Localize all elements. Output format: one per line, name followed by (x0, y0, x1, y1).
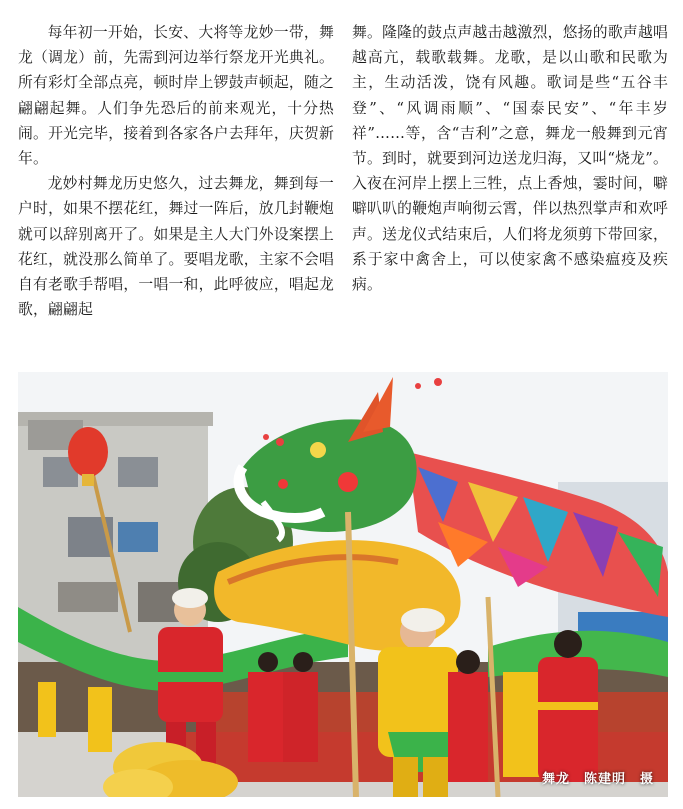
caption-title: 舞龙 (541, 772, 570, 787)
photo-caption (542, 768, 654, 787)
article-column-left (18, 20, 334, 322)
article-column-right (352, 20, 668, 322)
paragraph: 龙妙村舞龙历史悠久，过去舞龙，舞到每一户时，如果不摆花红，舞过一阵后，放几封鞭炮就可以辞别离开了。如果是主人大门外设案摆上花红，就没那么简单了。要唱龙歌，主家不会唱自有老歌手帮唱，一唱一和，此呼彼应，唱起龙歌，翩翩起 (18, 175, 334, 319)
caption-credit: 摄 (639, 772, 654, 787)
article-body (18, 20, 668, 322)
caption-author: 陈建明 (583, 772, 626, 787)
photo-illustration (18, 372, 668, 797)
paragraph: 舞。隆隆的鼓点声越击越激烈，悠扬的歌声越唱越高亢，载歌载舞。龙歌，是以山歌和民歌为主，生动活泼，饶有风趣。歌词是些“五谷丰登”、“风调雨顺”、“国泰民安”、“年丰岁祥”……等，含“吉利”之意，舞龙一般舞到元宵节。到时，就要到河边送龙归海，又叫“烧龙”。入夜在河岸上摆上三牲，点上香烛，霎时间，噼噼叭叭的鞭炮声响彻云霄，伴以热烈掌声和欢呼声。送龙仪式结束后，人们将龙须剪下带回家，系于家中禽舍上，可以使家禽不感染瘟疫及疾病。 (352, 24, 668, 294)
paragraph: 每年初一开始，长安、大将等龙妙一带，舞龙（调龙）前，先需到河边举行祭龙开光典礼。所有彩灯全部点亮，顿时岸上锣鼓声顿起，随之翩翩起舞。人们争先恐后的前来观光，十分热闹。开光完毕，接着到各家各户去拜年，庆贺新年。 (18, 24, 334, 168)
dragon-dance-photo (18, 372, 668, 797)
